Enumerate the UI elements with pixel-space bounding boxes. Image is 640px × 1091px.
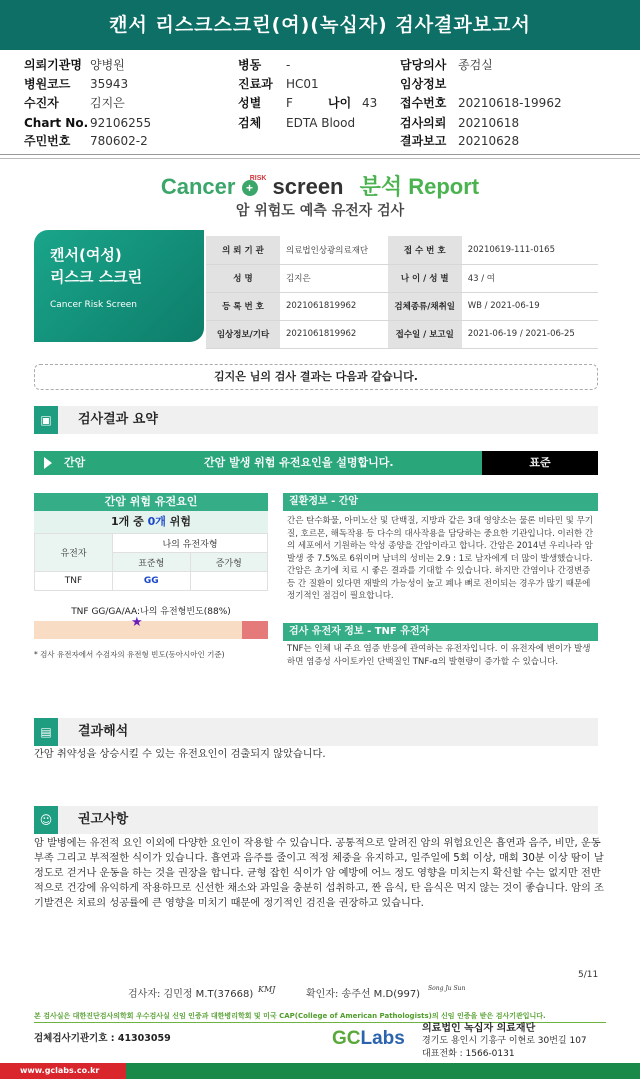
examiner: 검사자: 김민정 M.T(37668): [128, 989, 254, 1000]
website-link[interactable]: www.gclabs.co.kr: [0, 1063, 126, 1079]
interpretation-heading-label: 결과해석: [78, 724, 129, 739]
result-notice: 김지은 님의 검사 결과는 다음과 같습니다.: [34, 364, 598, 390]
disease-info-heading: 질환정보 - 간암: [283, 493, 598, 511]
info-key: 나 이 / 성 별: [388, 264, 462, 292]
info-value: 2021-06-19 / 2021-06-25: [462, 320, 598, 348]
header-value: 43: [362, 96, 378, 110]
star-marker-icon: ★: [131, 615, 143, 630]
org-phone: 대표전화 : 1566-0131: [422, 1049, 515, 1059]
agency-code: 검체검사기관기호 : 41303059: [34, 1033, 171, 1044]
page-number: 5/11: [578, 970, 599, 980]
info-value: 2021061819962: [280, 320, 388, 348]
logo-korean: 분석 Report: [359, 174, 480, 199]
count-prefix: 1개 중: [111, 515, 144, 528]
card-title-1: 캔서(여성): [50, 246, 122, 264]
examiner-signature: KMJ: [258, 985, 276, 994]
frequency-note: * 검사 유전자에서 수검자의 유전형 빈도(동아시아인 기준): [34, 650, 225, 659]
header-label: 진료과: [238, 77, 273, 91]
divider: [0, 158, 640, 159]
frequency-bar-risk-segment: [242, 621, 268, 639]
play-arrow-icon: [44, 457, 52, 469]
table-row: [35, 572, 268, 591]
frequency-label: TNF GG/GA/AA:나의 유전형빈도(88%): [71, 607, 231, 617]
logo-risk: RISK: [249, 175, 267, 182]
header-value: 20210618: [458, 116, 520, 130]
confirmer-signature: Song Ju Sun: [428, 985, 466, 992]
info-key: 의 뢰 기 관: [206, 236, 280, 264]
info-key: 검체종류/채취일: [388, 292, 462, 320]
logo-gc: GC: [332, 1028, 361, 1049]
bottom-bar: [0, 1063, 640, 1079]
gene-info-heading: 검사 유전자 정보 - TNF 유전자: [283, 623, 598, 641]
header-value: 780602-2: [90, 134, 148, 148]
report-subtitle: 암 위험도 예측 유전자 검사: [235, 203, 405, 219]
header-label: Chart No.: [24, 116, 89, 130]
table-row: [35, 534, 268, 553]
org-name: 의료법인 녹십자 의료재단: [422, 1023, 536, 1034]
header-label: 검체: [238, 116, 262, 130]
organ-bar: [34, 451, 598, 475]
clipboard-icon: ▤: [34, 718, 58, 746]
header-value: 20210628: [458, 134, 520, 148]
header-value: HC01: [286, 77, 319, 91]
header-label: 병원코드: [24, 77, 71, 91]
header-value: F: [286, 96, 293, 110]
header-value: 35943: [90, 77, 129, 91]
organ-description: 간암 발생 위험 유전요인을 설명합니다.: [204, 456, 394, 469]
header-value: EDTA Blood: [286, 116, 356, 130]
header-label: 접수번호: [400, 96, 447, 110]
summary-heading-label: 검사결과 요약: [78, 412, 158, 427]
card-subtitle: Cancer Risk Screen: [50, 300, 138, 310]
info-value: 2021061819962: [280, 292, 388, 320]
header-label: 성별: [238, 96, 262, 110]
header-label: 결과보고: [400, 134, 447, 148]
info-value: 43 / 여: [462, 264, 598, 292]
advice-text: 암 발병에는 유전적 요인 이외에 다양한 요인이 작용할 수 있습니다. 공통적으로 알려진 암의 위험요인은 흡연과 음주, 비만, 운동 부족 그리고 부적절한 식이가 있습니다. 흡연과 음주를 줄이고 적정 체중을 유지하고, 일주일에 5회 이상, 매회 30분 이상 땀이 날 정도로 걷거나 운동을 하는 것을 권장을 합니다. 균형 잡힌 식이가 암 예방에 어느 정도 영향을 미치는지 확신할 수는 없지만 전반적으로 건강에 유익하게 작용하므로 신선한 채소와 과일을 충분히 섭취하고, 짠 음식, 탄 음식은 먹지 않는 것이 좋습니다. 암의 조기발견은 치료의 성공률에 큰 영향을 미치기 때문에 정기적인 검진을 권장하고 있습니다.: [34, 838, 604, 909]
header-label: 주민번호: [24, 134, 71, 148]
disease-info-text: 간은 탄수화물, 아미노산 및 단백질, 지방과 같은 3대 영양소는 물론 비타민 및 무기질, 호르몬, 해독작용 등 다수의 대사작용을 담당하는 중요한 기관입니다. 이러한 간의 세포에서 기원하는 악성 종양을 간암이라고 합니다. 간암은 2014년 우리나라 암 발생 중 7.5%로 6위이며 남녀의 성비는 2.9 : 1로 남자에게 더 많이 발생했습니다. 간암은 초기에 치료 시 좋은 결과를 기대할 수 있습니다. 하지만 간염이나 간경변증 등 간 질환이 있다면 재발의 가능성이 높고 폐나 뼈로 전이되는 경우가 많기 때문에 정기적인 점검이 필요합니다.: [287, 516, 594, 601]
status-badge: 표준: [482, 451, 598, 475]
organization-info: [422, 1022, 587, 1061]
result-summary-icon: ▣: [34, 406, 58, 434]
risk-factor-panel: [34, 493, 268, 591]
increased-col-header: 증가형: [190, 553, 268, 572]
header-label: 나이: [328, 96, 352, 110]
factor-panel-title: 간암 위험 유전요인: [34, 493, 268, 511]
factor-count: [34, 511, 268, 533]
genotype-table: [34, 533, 268, 591]
table-row: [206, 320, 598, 348]
genotype-value: GG: [113, 572, 191, 591]
info-key: 성 명: [206, 264, 280, 292]
report-title: 캔서 리스크스크린(여)(녹십자) 검사결과보고서: [0, 0, 640, 50]
header-value: 김지은: [90, 96, 125, 110]
confirmer: 확인자: 송주선 M.D(997): [306, 989, 421, 1000]
logo-plus-icon: +: [242, 180, 258, 196]
standard-col-header: 표준형: [113, 553, 191, 572]
gc-labs-logo: [332, 1028, 405, 1050]
header-value: 92106255: [90, 116, 152, 130]
info-value: WB / 2021-06-19: [462, 292, 598, 320]
interpretation-text: 간암 취약성을 상승시킬 수 있는 유전요인이 검출되지 않았습니다.: [34, 749, 326, 760]
count-suffix: 위험: [169, 515, 191, 528]
patient-info-table: [206, 236, 598, 349]
gene-name: TNF: [35, 572, 113, 591]
divider: [0, 154, 640, 155]
card-title-2: 리스크 스크린: [50, 268, 143, 286]
header-value: 양병원: [90, 58, 125, 72]
header-value: 20210618-19962: [458, 96, 562, 110]
org-address: 경기도 용인시 기흥구 이현로 30번길 107: [422, 1036, 587, 1046]
logo-screen: screen: [272, 174, 344, 199]
my-type-header: 나의 유전자형: [113, 534, 268, 553]
gene-info-text: TNF는 인체 내 주요 염증 반응에 관여하는 유전자입니다. 이 유전자에 변이가 발생하면 염증성 사이토카인 단백질인 TNF-α의 발현량이 증가할 수 있습니다.: [287, 644, 591, 667]
certification-text: 본 검사실은 대한진단검사의학회 우수검사실 신임 인증과 대한병리학회 및 미국 CAP(College of American Pathologists)의 신임 인증을 받은 검사기관입니다.: [34, 1012, 546, 1020]
info-key: 임상정보/기타: [206, 320, 280, 348]
logo-labs: Labs: [360, 1028, 405, 1049]
info-key: 등 록 번 호: [206, 292, 280, 320]
frequency-bar: [34, 615, 268, 639]
info-value: 의료법인상광의료재단: [280, 236, 388, 264]
summary-heading: [34, 406, 598, 434]
person-icon: ☺: [34, 806, 58, 834]
info-value: 김지은: [280, 264, 388, 292]
gene-col-header: 유전자: [35, 534, 113, 572]
product-card: [34, 230, 204, 342]
header-label: 수진자: [24, 96, 59, 110]
info-key: 접수일 / 보고일: [388, 320, 462, 348]
info-key: 접 수 번 호: [388, 236, 462, 264]
interpretation-heading: [34, 718, 598, 746]
header-label: 담당의사: [400, 58, 447, 72]
count-number: 0개: [147, 515, 166, 528]
advice-heading-label: 권고사항: [78, 812, 129, 827]
header-value: 종검실: [458, 58, 493, 72]
empty-cell: [190, 572, 268, 591]
header-label: 의뢰기관명: [24, 58, 82, 72]
table-row: [206, 292, 598, 320]
logo-cancer: Cancer: [160, 174, 236, 199]
header-value: -: [286, 58, 291, 72]
advice-heading: [34, 806, 598, 834]
organ-name: 간암: [64, 456, 86, 469]
info-value: 20210619-111-0165: [462, 236, 598, 264]
header-label: 검사의뢰: [400, 116, 447, 130]
table-row: [206, 264, 598, 292]
header-label: 병동: [238, 58, 262, 72]
header-label: 임상정보: [400, 77, 447, 91]
table-row: [206, 236, 598, 264]
report-logo: [0, 170, 640, 201]
